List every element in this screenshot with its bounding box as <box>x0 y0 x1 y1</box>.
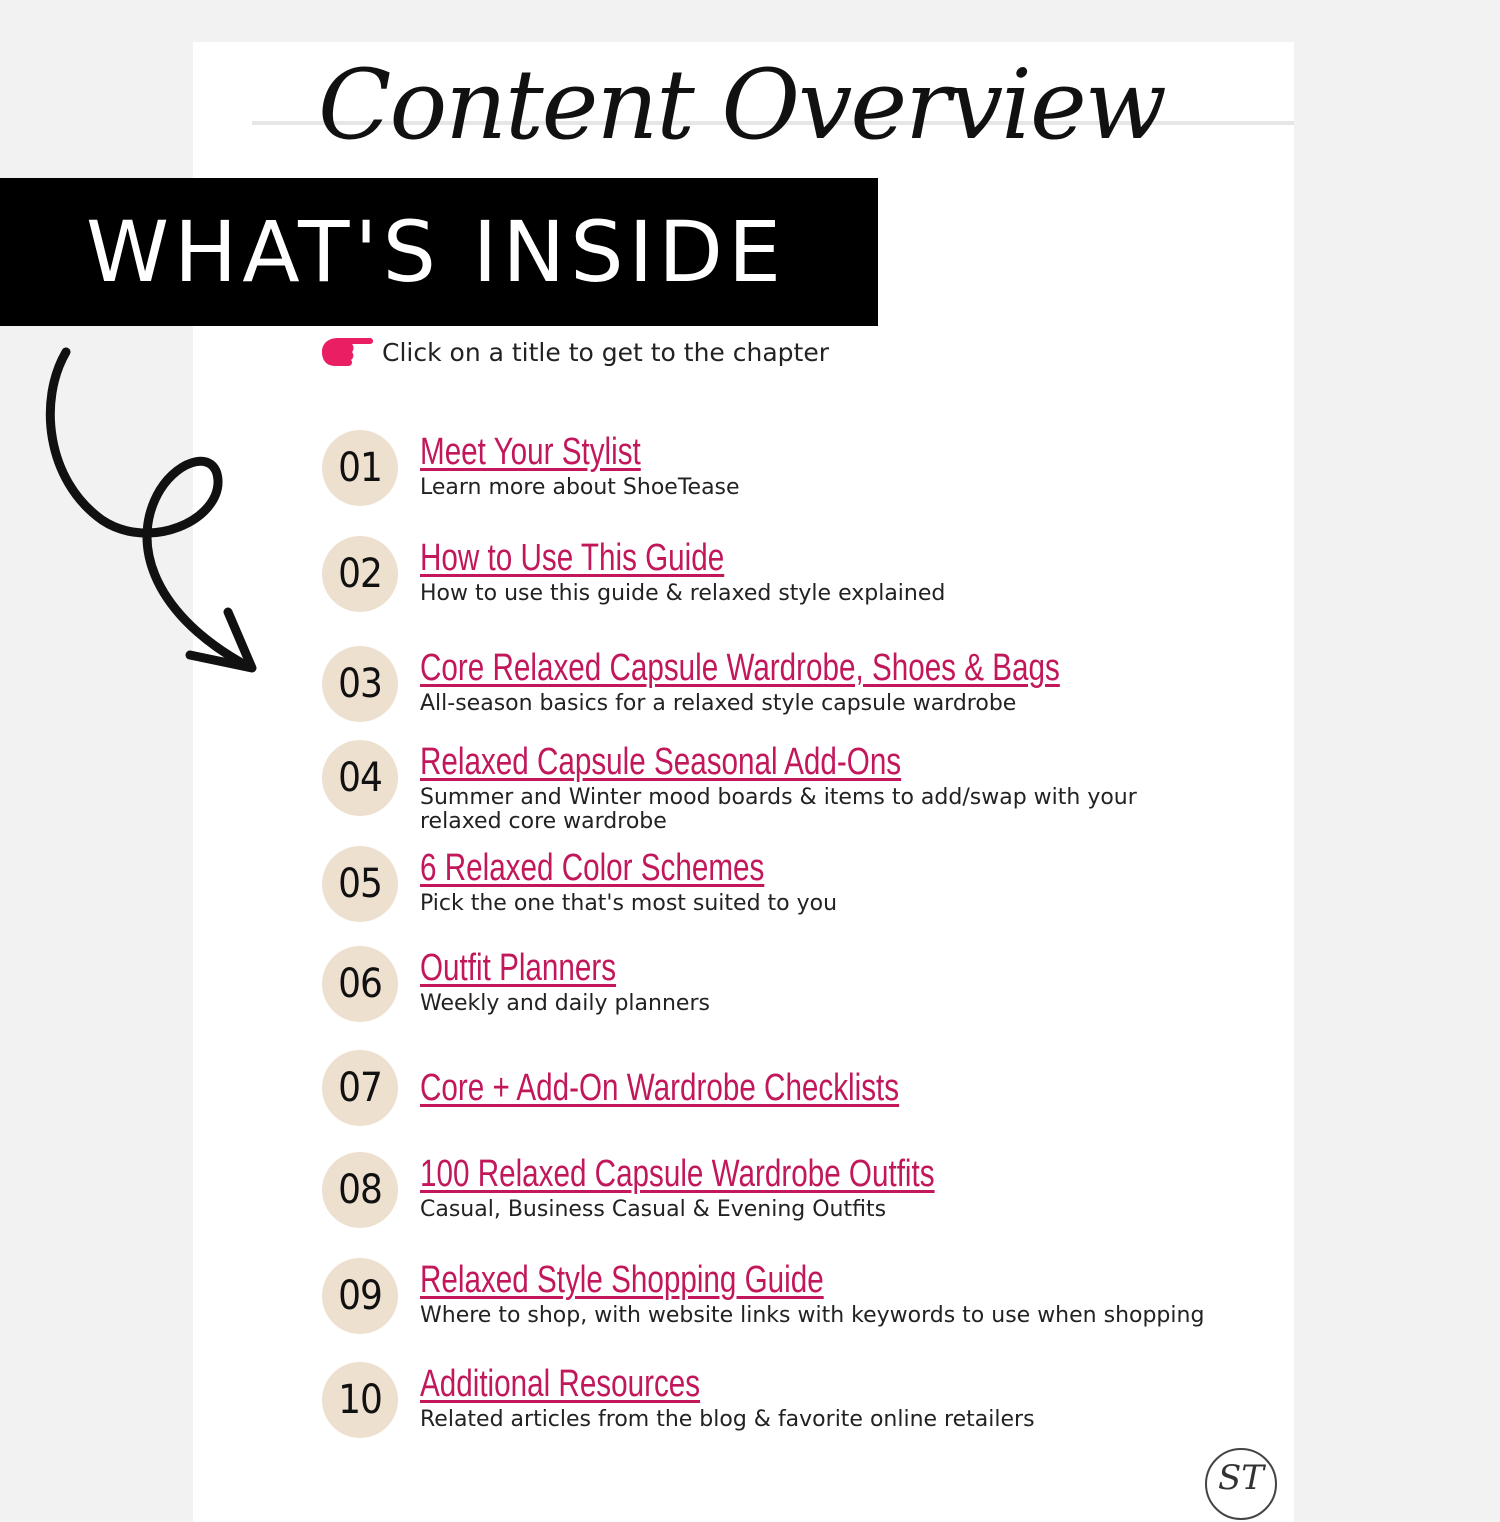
chapter-link[interactable]: Outfit Planners <box>420 947 617 989</box>
chapter-description: How to use this guide & relaxed style explained <box>420 581 946 606</box>
chapter-number-badge: 03 <box>322 646 398 722</box>
chapter-description: Pick the one that's most suited to you <box>420 891 838 916</box>
chapter-number-badge: 05 <box>322 846 398 922</box>
instruction <box>318 332 829 372</box>
chapter-description: Weekly and daily planners <box>420 991 710 1016</box>
pointing-hand-icon <box>318 332 376 372</box>
chapter-link[interactable]: Meet Your Stylist <box>420 431 641 473</box>
chapter-description: Summer and Winter mood boards & items to add/swap with your relaxed core wardrobe <box>420 785 1137 834</box>
chapter-number-badge: 01 <box>322 430 398 506</box>
chapter-link[interactable]: How to Use This Guide <box>420 537 725 579</box>
chapter-description: Related articles from the blog & favorite online retailers <box>420 1407 1035 1432</box>
chapter-link[interactable]: Core Relaxed Capsule Wardrobe, Shoes & Bags <box>420 647 1060 689</box>
chapter-link[interactable]: Additional Resources <box>420 1363 701 1405</box>
chapter-number-badge: 08 <box>322 1152 398 1228</box>
chapter-number-badge: 10 <box>322 1362 398 1438</box>
chapter-number-badge: 02 <box>322 536 398 612</box>
chapter-description: Learn more about ShoeTease <box>420 475 740 500</box>
banner <box>0 178 878 326</box>
chapter-description: Where to shop, with website links with keywords to use when shopping <box>420 1303 1205 1328</box>
chapter-number-badge: 09 <box>322 1258 398 1334</box>
chapter-description: Casual, Business Casual & Evening Outfits <box>420 1197 887 1222</box>
chapter-link[interactable]: Relaxed Style Shopping Guide <box>420 1259 824 1301</box>
chapter-link[interactable]: Relaxed Capsule Seasonal Add-Ons <box>420 741 902 783</box>
chapter-link[interactable]: 6 Relaxed Color Schemes <box>420 847 765 889</box>
chapter-number-badge: 04 <box>322 740 398 816</box>
chapter-description: All-season basics for a relaxed style capsule wardrobe <box>420 691 1017 716</box>
chapter-link[interactable]: Core + Add-On Wardrobe Checklists <box>420 1067 900 1109</box>
curly-arrow-icon <box>30 340 270 680</box>
brand-logo: ST <box>1205 1448 1277 1520</box>
chapter-number-badge: 07 <box>322 1050 398 1126</box>
page-title: Content Overview <box>318 49 1165 161</box>
chapter-link[interactable]: 100 Relaxed Capsule Wardrobe Outfits <box>420 1153 935 1195</box>
instruction-text: Click on a title to get to the chapter <box>382 337 829 367</box>
banner-text: WHAT'S INSIDE <box>86 203 787 301</box>
chapter-number-badge: 06 <box>322 946 398 1022</box>
